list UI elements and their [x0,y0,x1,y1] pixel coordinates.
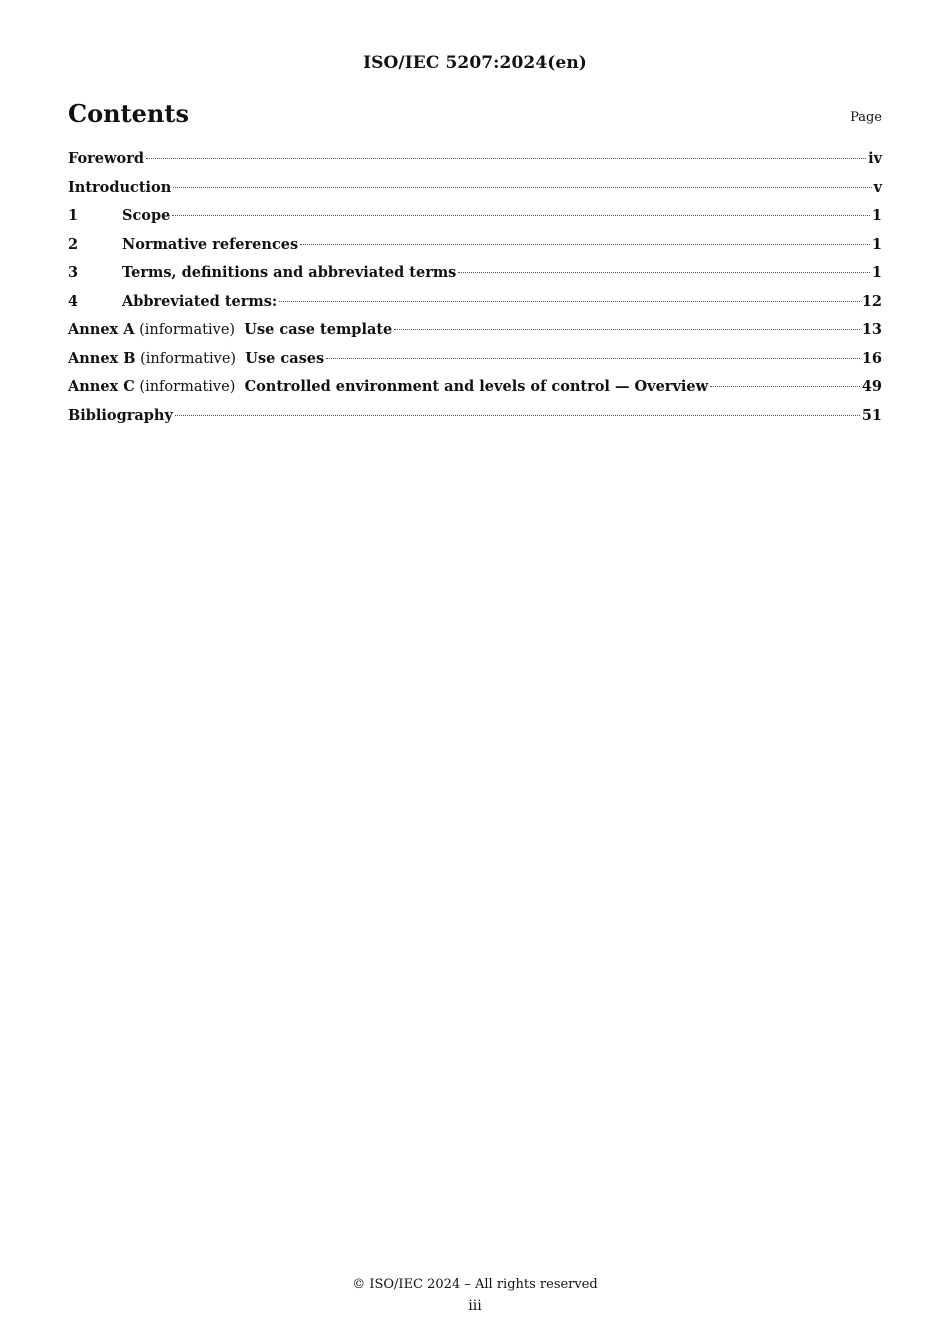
contents-heading: Contents [68,99,189,128]
toc-entry-annex-b[interactable] [68,350,882,379]
toc-entry-abbreviated-terms[interactable] [68,293,882,322]
toc-entry-annex-c[interactable] [68,378,882,407]
toc-entry-label: Terms, definitions and abbreviated terms [122,264,457,281]
toc-entry-page: v [873,178,882,196]
table-of-contents [68,150,882,435]
dot-leader [175,415,860,416]
dot-leader [458,272,870,273]
annex-label: Annex C [68,378,135,395]
toc-entry-foreword[interactable] [68,150,882,179]
toc-entry-page: 51 [861,406,882,424]
toc-entry-introduction[interactable] [68,179,882,208]
dot-leader [173,187,871,188]
toc-entry-number: 4 [68,292,79,310]
toc-entry-annex-a[interactable] [68,321,882,350]
page-number: iii [468,1298,482,1314]
annex-type: (informative) [140,350,237,367]
dot-leader [394,329,860,330]
toc-entry-label: Abbreviated terms: [122,292,278,310]
dot-leader [279,301,860,302]
toc-entry-page: iv [868,150,882,167]
toc-entry-page: 13 [861,321,882,338]
toc-entry-label-group [68,321,392,338]
toc-entry-label-group [68,378,708,395]
dot-leader [300,244,870,245]
toc-entry-label: Foreword [68,150,144,167]
toc-entry-number: 2 [68,235,79,253]
annex-label: Annex A [68,321,135,338]
toc-entry-label: Controlled environment and levels of control — Overview [244,378,709,395]
toc-entry-page: 1 [871,235,882,253]
dot-leader [710,386,860,387]
toc-entry-page: 1 [871,207,882,224]
toc-entry-label: Introduction [68,178,172,196]
toc-entry-bibliography[interactable] [68,407,882,436]
toc-entry-label: Use case template [244,321,393,338]
toc-entry-label: Bibliography [68,406,173,424]
toc-entry-label: Scope [122,207,171,224]
annex-type: (informative) [139,322,236,338]
toc-entry-number: 3 [68,264,79,281]
document-id: ISO/IEC 5207:2024(en) [363,53,587,73]
page-column-label: Page [850,110,882,125]
toc-entry-page: 49 [861,378,882,395]
toc-entry-page: 12 [861,292,882,310]
dot-leader [146,158,866,159]
annex-label: Annex B [68,349,136,367]
toc-entry-page: 1 [871,264,882,281]
copyright-notice: © ISO/IEC 2024 – All rights reserved [352,1277,598,1292]
dot-leader [172,215,870,216]
toc-entry-number: 1 [68,207,79,224]
toc-entry-label: Use cases [245,349,325,367]
toc-entry-page: 16 [861,349,882,367]
toc-entry-scope[interactable] [68,207,882,236]
toc-entry-label-group [68,350,324,367]
toc-entry-label: Normative references [122,235,299,253]
annex-type: (informative) [139,379,236,395]
dot-leader [326,358,860,359]
toc-entry-terms-definitions[interactable] [68,264,882,293]
toc-entry-normative-references[interactable] [68,236,882,265]
